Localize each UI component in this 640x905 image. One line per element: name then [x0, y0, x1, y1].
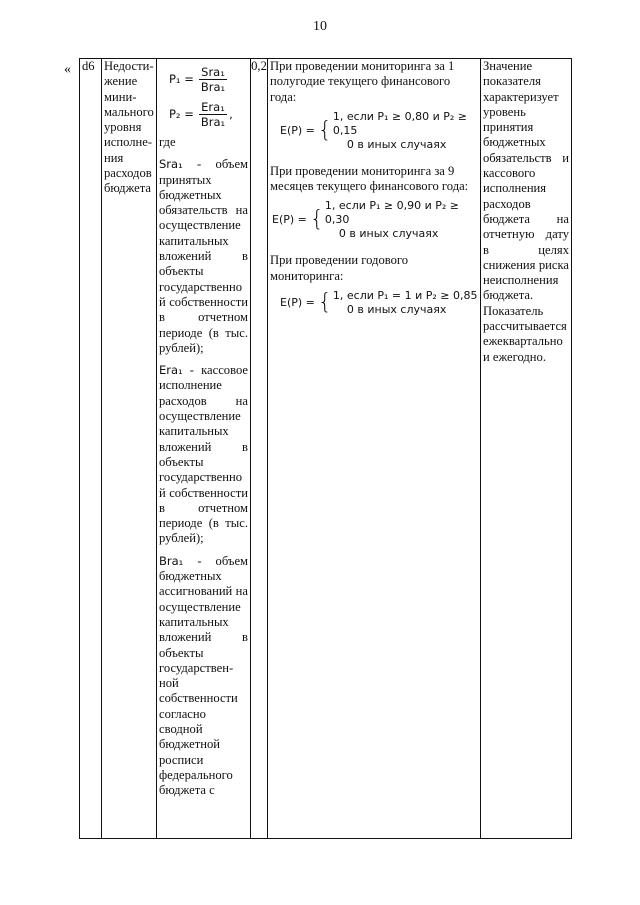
definition-bra-symbol: Bra₁: [159, 553, 184, 568]
indicator-name: [102, 59, 157, 839]
page-number: 10: [313, 19, 327, 34]
formula-cell: [157, 59, 251, 839]
definition-sra: [159, 157, 248, 356]
formula-p2-lhs: P₂ =: [169, 106, 194, 121]
definition-era-text: - кассовое исполнение расходов на осуществление капитальных вложений в объекты государственно й собственности в отчетном периоде (в тыс. рублей);: [159, 363, 248, 546]
condition-case-zero: 0 в иных случаях: [346, 137, 447, 151]
condition-text: При проведении мониторинга за 1 полугодие текущего финансового года:: [270, 59, 455, 104]
where-label: где: [159, 135, 176, 149]
condition-case-one: 1, если P₁ = 1 и P₂ ≥ 0,85: [332, 289, 478, 303]
condition-text: При проведении мониторинга за 9 месяцев текущего финансового года:: [270, 163, 469, 194]
formula-p1-denominator: Bra₁: [200, 80, 226, 94]
opening-quote: «: [64, 62, 71, 77]
description-cell: Значение показателя характеризует уровень принятия бюджетных обязательств и кассового исполнения расходов бюджета на отчетную дату в целях снижения риска неисполнения бюджета. Показатель рассчитывается ежеквартально и ежегодно.: [481, 59, 572, 839]
condition-cases: [270, 289, 478, 317]
formula-p2-denominator: Bra₁: [200, 115, 226, 129]
definition-bra: [159, 554, 248, 799]
formula-p2: [169, 100, 248, 129]
formula-p2-comma: ,: [229, 106, 233, 121]
condition-lhs: E(P) =: [280, 296, 315, 310]
formula-p1-lhs: P₁ =: [169, 71, 194, 86]
definition-sra-text: - объем принятых бюджетных обязательств на осуществление капитальных вложений в объекты государственно й собственности в отчетном периоде (в тыс. рублей);: [159, 157, 248, 355]
brace-symbol: {: [317, 290, 332, 316]
indicator-name-text: Недости- жение мини- мального уровня исполне- ния расходов бюджета: [104, 59, 154, 196]
condition-lhs: E(P) =: [280, 123, 315, 137]
condition-case-one: 1, если P₁ ≥ 0,90 и P₂ ≥ 0,30: [324, 199, 460, 227]
formula-p2-fraction: [199, 100, 227, 129]
condition-case-zero: 0 в иных случаях: [346, 303, 447, 317]
condition-case-one: 1, если P₁ ≥ 0,80 и P₂ ≥ 0,15: [332, 109, 468, 137]
condition-annual: [270, 253, 478, 317]
formula-p2-numerator: Era₁: [201, 100, 225, 114]
brace-symbol: {: [317, 117, 332, 143]
table-row: [80, 59, 572, 839]
formula-p1: [169, 65, 248, 94]
condition-nine-months: [270, 164, 478, 242]
definition-era-symbol: Era₁: [159, 363, 183, 378]
definition-bra-text: - объем бюджетных ассигнований на осуществление капитальных вложений в объекты государствен-ной собственности согласно сводной бюджетной росписи федерального бюджета с: [159, 553, 248, 798]
indicator-table: [79, 58, 572, 839]
brace-symbol: {: [309, 207, 324, 233]
condition-cases: [270, 110, 478, 152]
conditions-cell: [268, 59, 481, 839]
condition-lhs: E(P) =: [272, 213, 307, 227]
definition-era: [159, 363, 248, 547]
definition-sra-symbol: Sra₁: [159, 157, 183, 172]
formula-p1-numerator: Sra₁: [201, 65, 225, 79]
condition-half-year: [270, 59, 478, 152]
condition-cases: [270, 199, 478, 241]
weight-cell: 0,2: [251, 59, 268, 839]
indicator-code: d6: [80, 59, 102, 839]
condition-case-zero: 0 в иных случаях: [338, 227, 439, 241]
formula-p1-fraction: [199, 65, 227, 94]
condition-text: При проведении годового мониторинга:: [270, 253, 409, 283]
